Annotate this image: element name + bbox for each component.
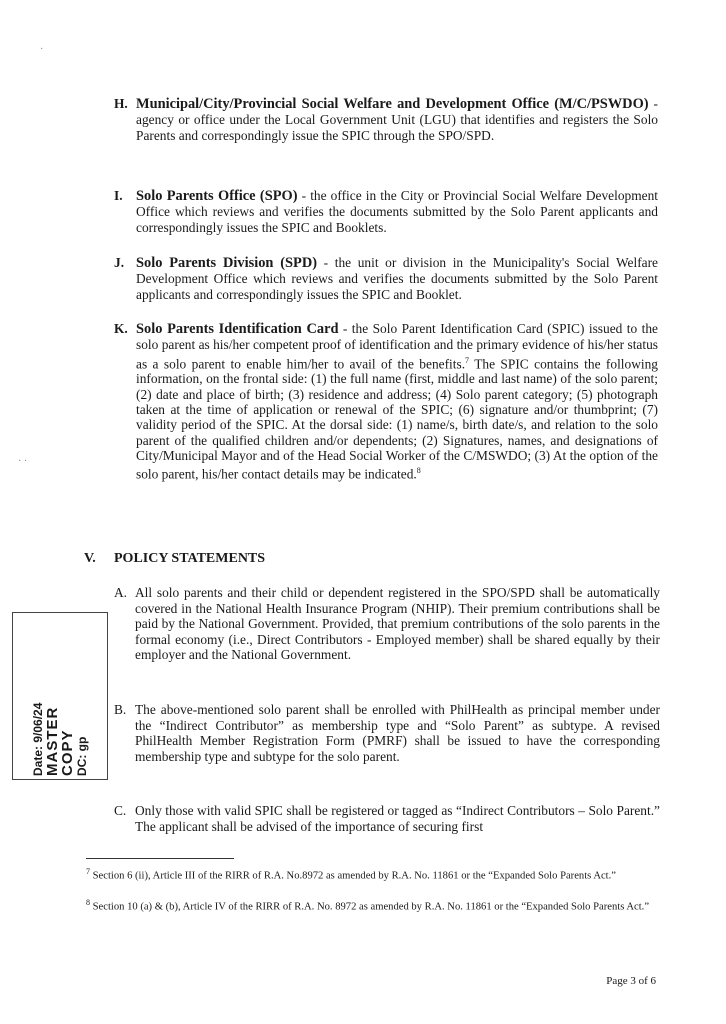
definition-h <box>114 96 658 143</box>
page-number: Page 3 of 6 <box>606 975 656 987</box>
policy-letter: C. <box>114 803 127 818</box>
stamp-date-label: Date: <box>31 745 45 776</box>
policy-letter: B. <box>114 702 127 717</box>
section-number: V. <box>84 551 96 566</box>
definition-text: The SPIC contains the following information, on the frontal side: (1) the full name (first, middle and last name) of the solo parent; (2) date and place of birth; (3) residence and address; (4) Solo parent category; (5) photograph taken at the time of application or renewal of the SPIC; (6) signature and/or thumbprint; (7) validity period of the SPIC. At the dorsal side: (1) name/s, birth date/s, and relation to the solo parent of the qualified children and/or dependents; (2) Signatures, names, and designations of City/Municipal Mayor and of the Head Social Worker of the C/MSWDO; (3) At the option of the solo parent, his/her contact details may be indicated. <box>136 356 658 482</box>
stamp-copy: COPY <box>59 729 76 776</box>
definition-term: Solo Parents Division (SPD) <box>136 255 318 271</box>
definition-body <box>136 255 658 302</box>
policy-text: Only those with valid SPIC shall be registered or tagged as “Indirect Contributors – Solo Parent.” The applicant shall be advised of the importance of securing first <box>135 803 660 834</box>
section-heading <box>84 551 265 567</box>
definition-text: - agency or office under the Local Government Unit (LGU) that identifies and registers the Solo Parents and correspondingly issue the SPIC through the SPO/SPD. <box>136 96 659 143</box>
policy-text: All solo parents and their child or dependent registered in the SPO/SPD shall be automatically covered in the National Health Insurance Program (NHIP). Their premium contributions shall be paid by the National Government. Provided, that premium contributions of the solo parents in the formal economy (i.e., Direct Contributors - Employed member) shall be shared equally by their employer and the National Government. <box>135 585 660 663</box>
definition-k <box>114 321 658 482</box>
policy-a <box>114 585 660 663</box>
footnote-8 <box>86 897 656 914</box>
policy-text: The above-mentioned solo parent shall be enrolled with PhilHealth as principal member under the “Indirect Contributor” as membership type and “Solo Parent” as subtype. A revised PhilHealth Member Registration Form (PMRF) shall be issued to have the corresponding membership type and subtype for the solo parent. <box>135 702 660 764</box>
footnote-divider <box>86 858 234 859</box>
definition-text: - the Solo Parent Identification Card (SPIC) issued to the solo parent as his/her competent proof of identification and the primary evidence of his/her status as a solo parent to enable him/her to avail of the benefits. <box>136 321 658 372</box>
footnote-text: Section 6 (ii), Article III of the RIRR of R.A. No.8972 as amended by R.A. No. 11861 or the “Expanded Solo Parents Act.” <box>92 870 616 882</box>
definition-body <box>136 96 658 143</box>
policy-letter: A. <box>114 585 128 600</box>
footnote-7 <box>86 866 656 883</box>
stamp-date-value: 9/06/24 <box>31 702 45 743</box>
definition-letter: H. <box>114 96 128 111</box>
definition-letter: J. <box>114 255 125 270</box>
footnote-ref[interactable]: 8 <box>416 466 421 476</box>
footnote-ref[interactable]: 7 <box>465 355 470 365</box>
footnote-number: 7 <box>86 867 90 876</box>
policy-c <box>114 803 660 834</box>
stamp-dc-line <box>75 616 89 776</box>
definition-j <box>114 255 658 302</box>
definition-body <box>136 188 658 235</box>
definition-text: - the office in the City or Provincial Social Welfare Development Office which reviews and verifies the documents submitted by the Solo Parent applicants and correspondingly issues the SPIC and Booklets. <box>136 188 658 235</box>
definition-term: Solo Parents Identification Card <box>136 321 339 337</box>
definition-body <box>136 321 658 482</box>
footnote-text: Section 10 (a) & (b), Article IV of the RIRR of R.A. No. 8972 as amended by R.A. No. 11861 or the “Expanded Solo Parents Act.” <box>92 901 650 913</box>
stamp-dc-value: gp <box>75 736 89 752</box>
section-title: POLICY STATEMENTS <box>114 551 266 566</box>
stamp-date-line <box>31 616 45 776</box>
stamp-master: MASTER <box>44 706 61 776</box>
footnote-number: 8 <box>86 898 90 907</box>
master-copy-stamp <box>12 612 108 780</box>
definition-text: - the unit or division in the Municipality's Social Welfare Development Office which reviews and verifies the documents submitted by the Solo Parent applicants and correspondingly issues the SPIC and Booklet. <box>136 255 658 302</box>
stamp-content <box>31 616 89 776</box>
definition-letter: I. <box>114 188 123 203</box>
scan-speck: · · <box>18 456 28 467</box>
stamp-dc-label: DC: <box>75 754 89 776</box>
definition-i <box>114 188 658 235</box>
definition-term: Municipal/City/Provincial Social Welfare and Development Office (M/C/PSWDO) <box>136 96 649 112</box>
policy-b <box>114 702 660 764</box>
scan-speck: · <box>40 44 44 55</box>
definition-letter: K. <box>114 321 128 336</box>
definition-term: Solo Parents Office (SPO) <box>136 188 298 204</box>
